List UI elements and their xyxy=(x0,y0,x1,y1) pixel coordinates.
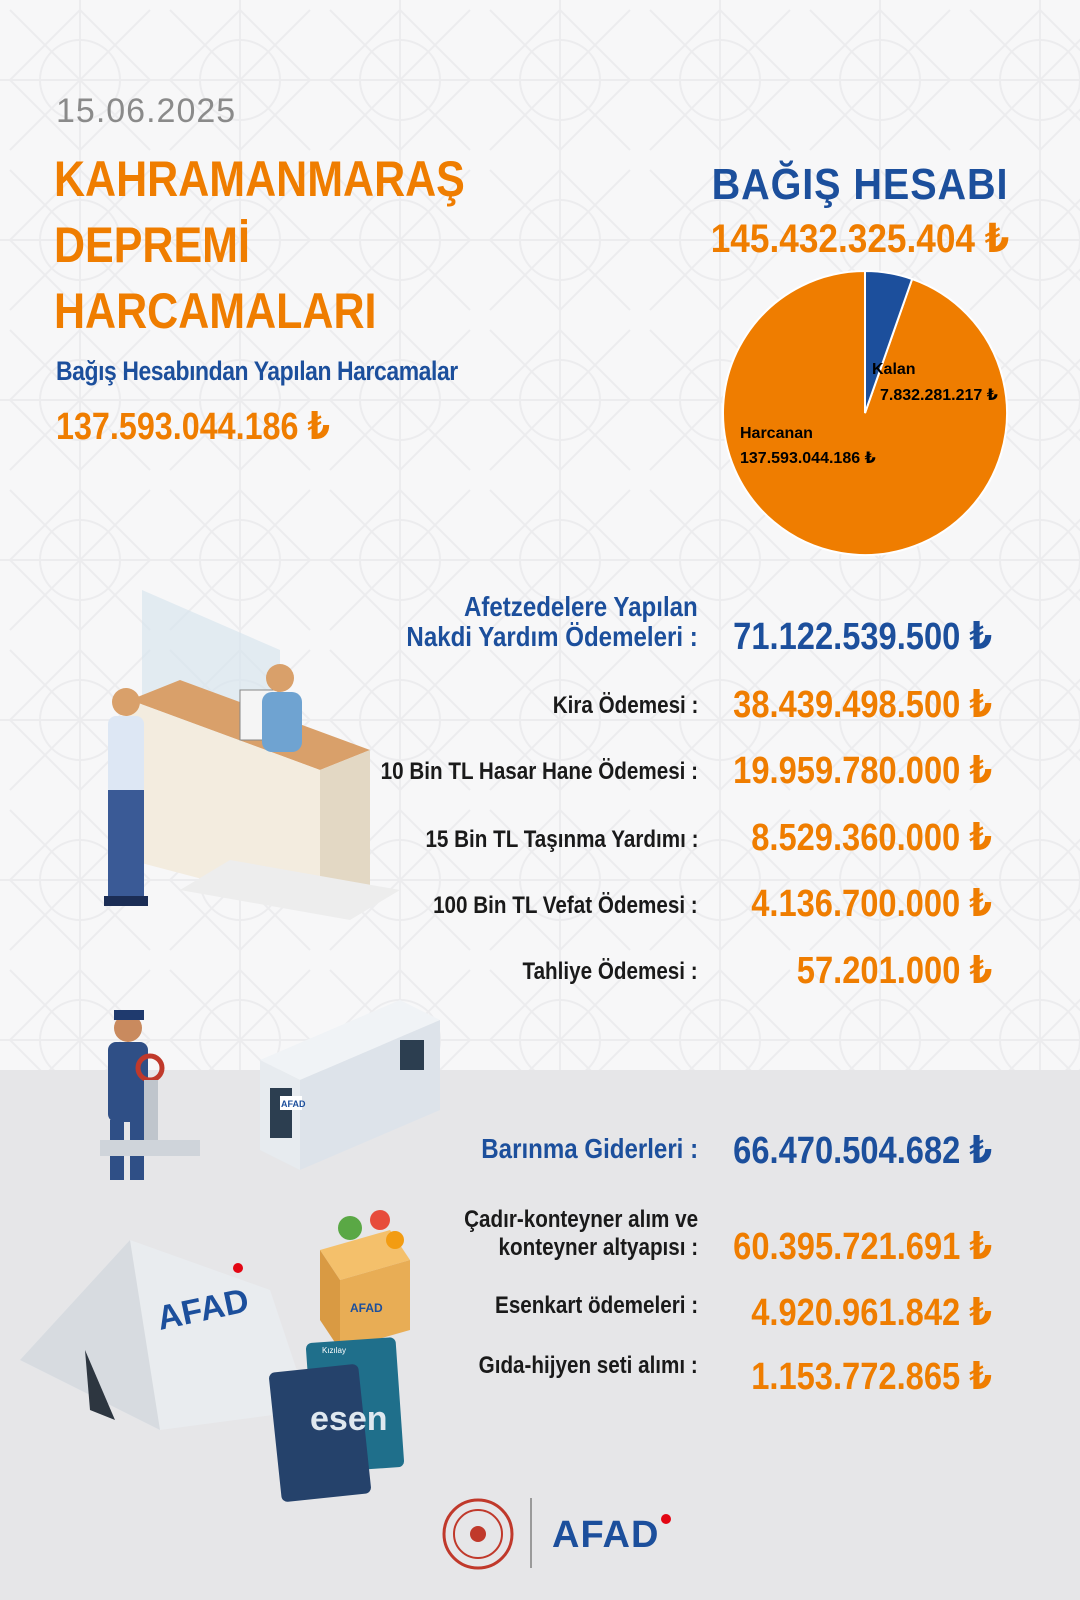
pie-value-harcanan: 137.593.044.186 ₺ xyxy=(740,450,876,467)
card-esen-text: esen xyxy=(310,1400,388,1438)
shelter-item-label: Gıda-hijyen seti alımı : xyxy=(478,1352,698,1379)
cash-aid-item-label: 10 Bin TL Hasar Hane Ödemesi : xyxy=(380,758,698,785)
cash-aid-item-label: Kira Ödemesi : xyxy=(552,692,698,719)
tent-afad-text: AFAD xyxy=(153,1281,253,1338)
pie-label-kalan: Kalan xyxy=(872,361,916,378)
report-date: 15.06.2025 xyxy=(56,92,237,130)
shelter-item-label-line-1: Çadır-konteyner alım ve xyxy=(463,1206,698,1233)
card-bank-text: Kızılay xyxy=(322,1346,347,1355)
shelter-title: Barınma Giderleri : xyxy=(481,1133,698,1164)
title-line-2: HARCAMALARI xyxy=(54,283,377,339)
footer-divider xyxy=(530,1498,532,1568)
tent-food-card-illustration xyxy=(10,1190,430,1520)
cash-aid-item-label: 100 Bin TL Vefat Ödemesi : xyxy=(433,892,698,919)
shelter-item-value: 60.395.721.691 ₺ xyxy=(733,1226,992,1268)
cash-aid-item-label: Tahliye Ödemesi : xyxy=(522,958,698,985)
afad-logo-dot-icon xyxy=(661,1514,671,1524)
cash-aid-total: 71.122.539.500 ₺ xyxy=(733,616,992,658)
donation-pie-chart xyxy=(720,268,1010,558)
shelter-total: 66.470.504.682 ₺ xyxy=(733,1130,992,1172)
spending-summary-value: 137.593.044.186 ₺ xyxy=(56,406,330,448)
box-afad-text: AFAD xyxy=(350,1301,383,1315)
shelter-item-value: 1.153.772.865 ₺ xyxy=(751,1356,992,1398)
pie-label-harcanan: Harcanan xyxy=(740,425,813,442)
cash-aid-item-label: 15 Bin TL Taşınma Yardımı : xyxy=(425,826,698,853)
cash-aid-item-value: 19.959.780.000 ₺ xyxy=(733,750,992,792)
shelter-item-label-line-2: konteyner altyapısı : xyxy=(498,1234,698,1261)
title-line-1: KAHRAMANMARAŞ DEPREMİ xyxy=(54,151,465,273)
donation-account-total: 145.432.325.404 ₺ xyxy=(710,217,1010,261)
shelter-item-value: 4.920.961.842 ₺ xyxy=(751,1292,992,1334)
pie-value-kalan: 7.832.281.217 ₺ xyxy=(880,387,998,404)
shelter-item-label: Esenkart ödemeleri : xyxy=(494,1292,698,1319)
cash-aid-title-line-1: Afetzedelere Yapılan xyxy=(464,591,698,622)
cash-aid-title xyxy=(407,592,698,652)
cashier-desk-illustration xyxy=(90,590,410,920)
cash-aid-item-value: 4.136.700.000 ₺ xyxy=(751,883,992,925)
shelter-item-label xyxy=(464,1206,698,1262)
cash-aid-item-value: 57.201.000 ₺ xyxy=(796,950,992,992)
container-afad-text: AFAD xyxy=(281,1099,306,1109)
donation-account-title: BAĞIŞ HESABI xyxy=(711,160,1009,209)
worker-container-illustration xyxy=(80,1000,460,1200)
afad-logo xyxy=(552,1514,671,1557)
cash-aid-title-line-2: Nakdi Yardım Ödemeleri : xyxy=(406,621,698,652)
cash-aid-item-value: 8.529.360.000 ₺ xyxy=(751,817,992,859)
ministry-seal-logo xyxy=(440,1496,516,1572)
cash-aid-item-value: 38.439.498.500 ₺ xyxy=(733,684,992,726)
spending-summary-label: Bağış Hesabından Yapılan Harcamalar xyxy=(56,356,458,386)
page-title xyxy=(54,146,587,344)
afad-logo-text: AFAD xyxy=(552,1514,660,1556)
